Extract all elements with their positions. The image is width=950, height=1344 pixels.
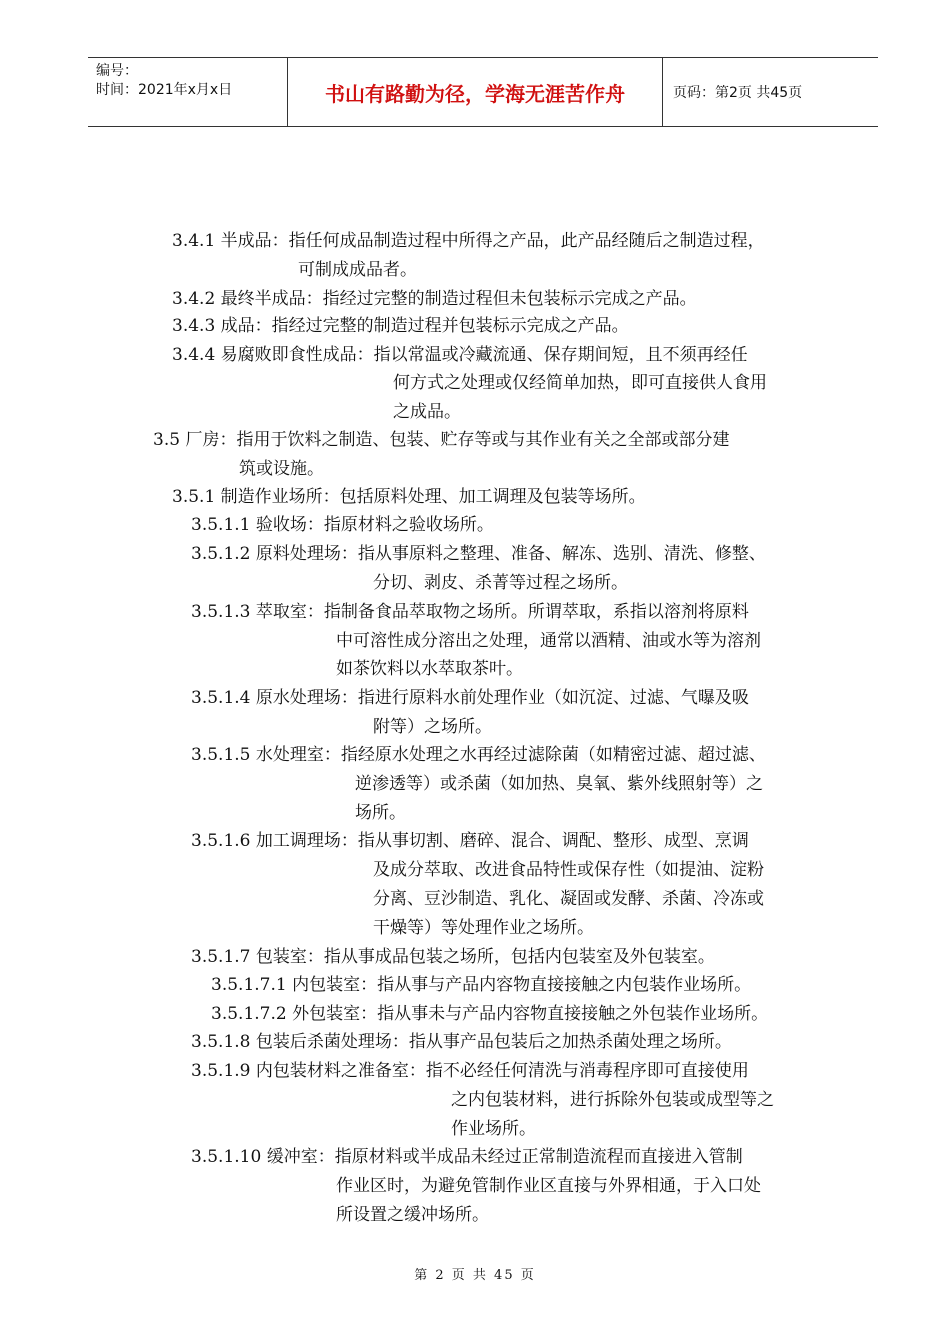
header-meta — [88, 58, 288, 126]
time-label: 时间：2021年x月x日 — [96, 82, 233, 98]
text-line: 3.5.1.9 内包装材料之准备室：指不必经任何清洗与消毒程序即可直接使用 — [191, 1061, 749, 1081]
text-line: 之成品。 — [393, 402, 461, 422]
text-line: 3.5.1.7.1 内包装室：指从事与产品内容物直接接触之内包装作业场所。 — [211, 975, 752, 995]
text-line: 3.4.4 易腐败即食性成品：指以常温或冷藏流通、保存期间短，且不须再经任 — [172, 345, 748, 365]
text-line: 3.5.1.2 原料处理场：指从事原料之整理、准备、解冻、选别、清洗、修整、 — [191, 544, 766, 564]
text-line: 筑或设施。 — [239, 459, 324, 479]
text-line: 及成分萃取、改进食品特性或保存性（如提油、淀粉 — [373, 860, 764, 880]
text-line: 3.5.1 制造作业场所：包括原料处理、加工调理及包装等场所。 — [172, 487, 646, 507]
header-motto: 书山有路勤为径，学海无涯苦作舟 — [288, 58, 663, 126]
text-line: 所设置之缓冲场所。 — [336, 1205, 489, 1225]
text-line: 3.4.3 成品：指经过完整的制造过程并包装标示完成之产品。 — [172, 316, 629, 336]
text-line: 3.5.1.8 包装后杀菌处理场：指从事产品包装后之加热杀菌处理之场所。 — [191, 1032, 732, 1052]
text-line: 3.5.1.6 加工调理场：指从事切割、磨碎、混合、调配、整形、成型、烹调 — [191, 831, 749, 851]
text-line: 作业场所。 — [451, 1119, 536, 1139]
text-line: 干燥等）等处理作业之场所。 — [373, 918, 594, 938]
text-line: 之内包装材料，进行拆除外包装或成型等之 — [451, 1090, 774, 1110]
text-line: 何方式之处理或仅经简单加热，即可直接供人食用 — [393, 373, 767, 393]
text-line: 场所。 — [355, 803, 406, 823]
text-line: 可制成成品者。 — [298, 260, 417, 280]
text-line: 分离、豆沙制造、乳化、凝固或发酵、杀菌、冷冻或 — [373, 889, 764, 909]
text-line: 附等）之场所。 — [373, 717, 492, 737]
page-footer: 第 2 页 共 45 页 — [414, 1268, 536, 1283]
text-line: 3.5.1.3 萃取室：指制备食品萃取物之场所。所谓萃取，系指以溶剂将原料 — [191, 602, 749, 622]
header-page-info: 页码：第2页 共45页 — [673, 85, 803, 101]
page-header — [88, 57, 878, 127]
text-line: 3.5.1.1 验收场：指原材料之验收场所。 — [191, 515, 494, 535]
text-line: 3.5.1.7 包装室：指从事成品包装之场所，包括内包装室及外包装室。 — [191, 947, 715, 967]
text-line: 3.5.1.4 原水处理场：指进行原料水前处理作业（如沉淀、过滤、气曝及吸 — [191, 688, 749, 708]
text-line: 3.5.1.5 水处理室：指经原水处理之水再经过滤除菌（如精密过滤、超过滤、 — [191, 745, 766, 765]
text-line: 作业区时，为避免管制作业区直接与外界相通，于入口处 — [336, 1176, 761, 1196]
text-line: 中可溶性成分溶出之处理，通常以酒精、油或水等为溶剂 — [336, 631, 761, 651]
text-line: 3.4.2 最终半成品：指经过完整的制造过程但未包装标示完成之产品。 — [172, 289, 697, 309]
text-line: 3.5.1.7.2 外包装室：指从事未与产品内容物直接接触之外包装作业场所。 — [211, 1004, 769, 1024]
text-line: 3.4.1 半成品：指任何成品制造过程中所得之产品，此产品经随后之制造过程， — [172, 231, 765, 251]
serial-label: 编号： — [96, 63, 138, 79]
text-line: 如茶饮料以水萃取茶叶。 — [336, 659, 523, 679]
text-line: 分切、剥皮、杀菁等过程之场所。 — [373, 573, 628, 593]
text-line: 逆渗透等）或杀菌（如加热、臭氧、紫外线照射等）之 — [355, 774, 763, 794]
text-line: 3.5.1.10 缓冲室：指原材料或半成品未经过正常制造流程而直接进入管制 — [191, 1147, 743, 1167]
text-line: 3.5 厂房：指用于饮料之制造、包装、贮存等或与其作业有关之全部或部分建 — [153, 430, 730, 450]
